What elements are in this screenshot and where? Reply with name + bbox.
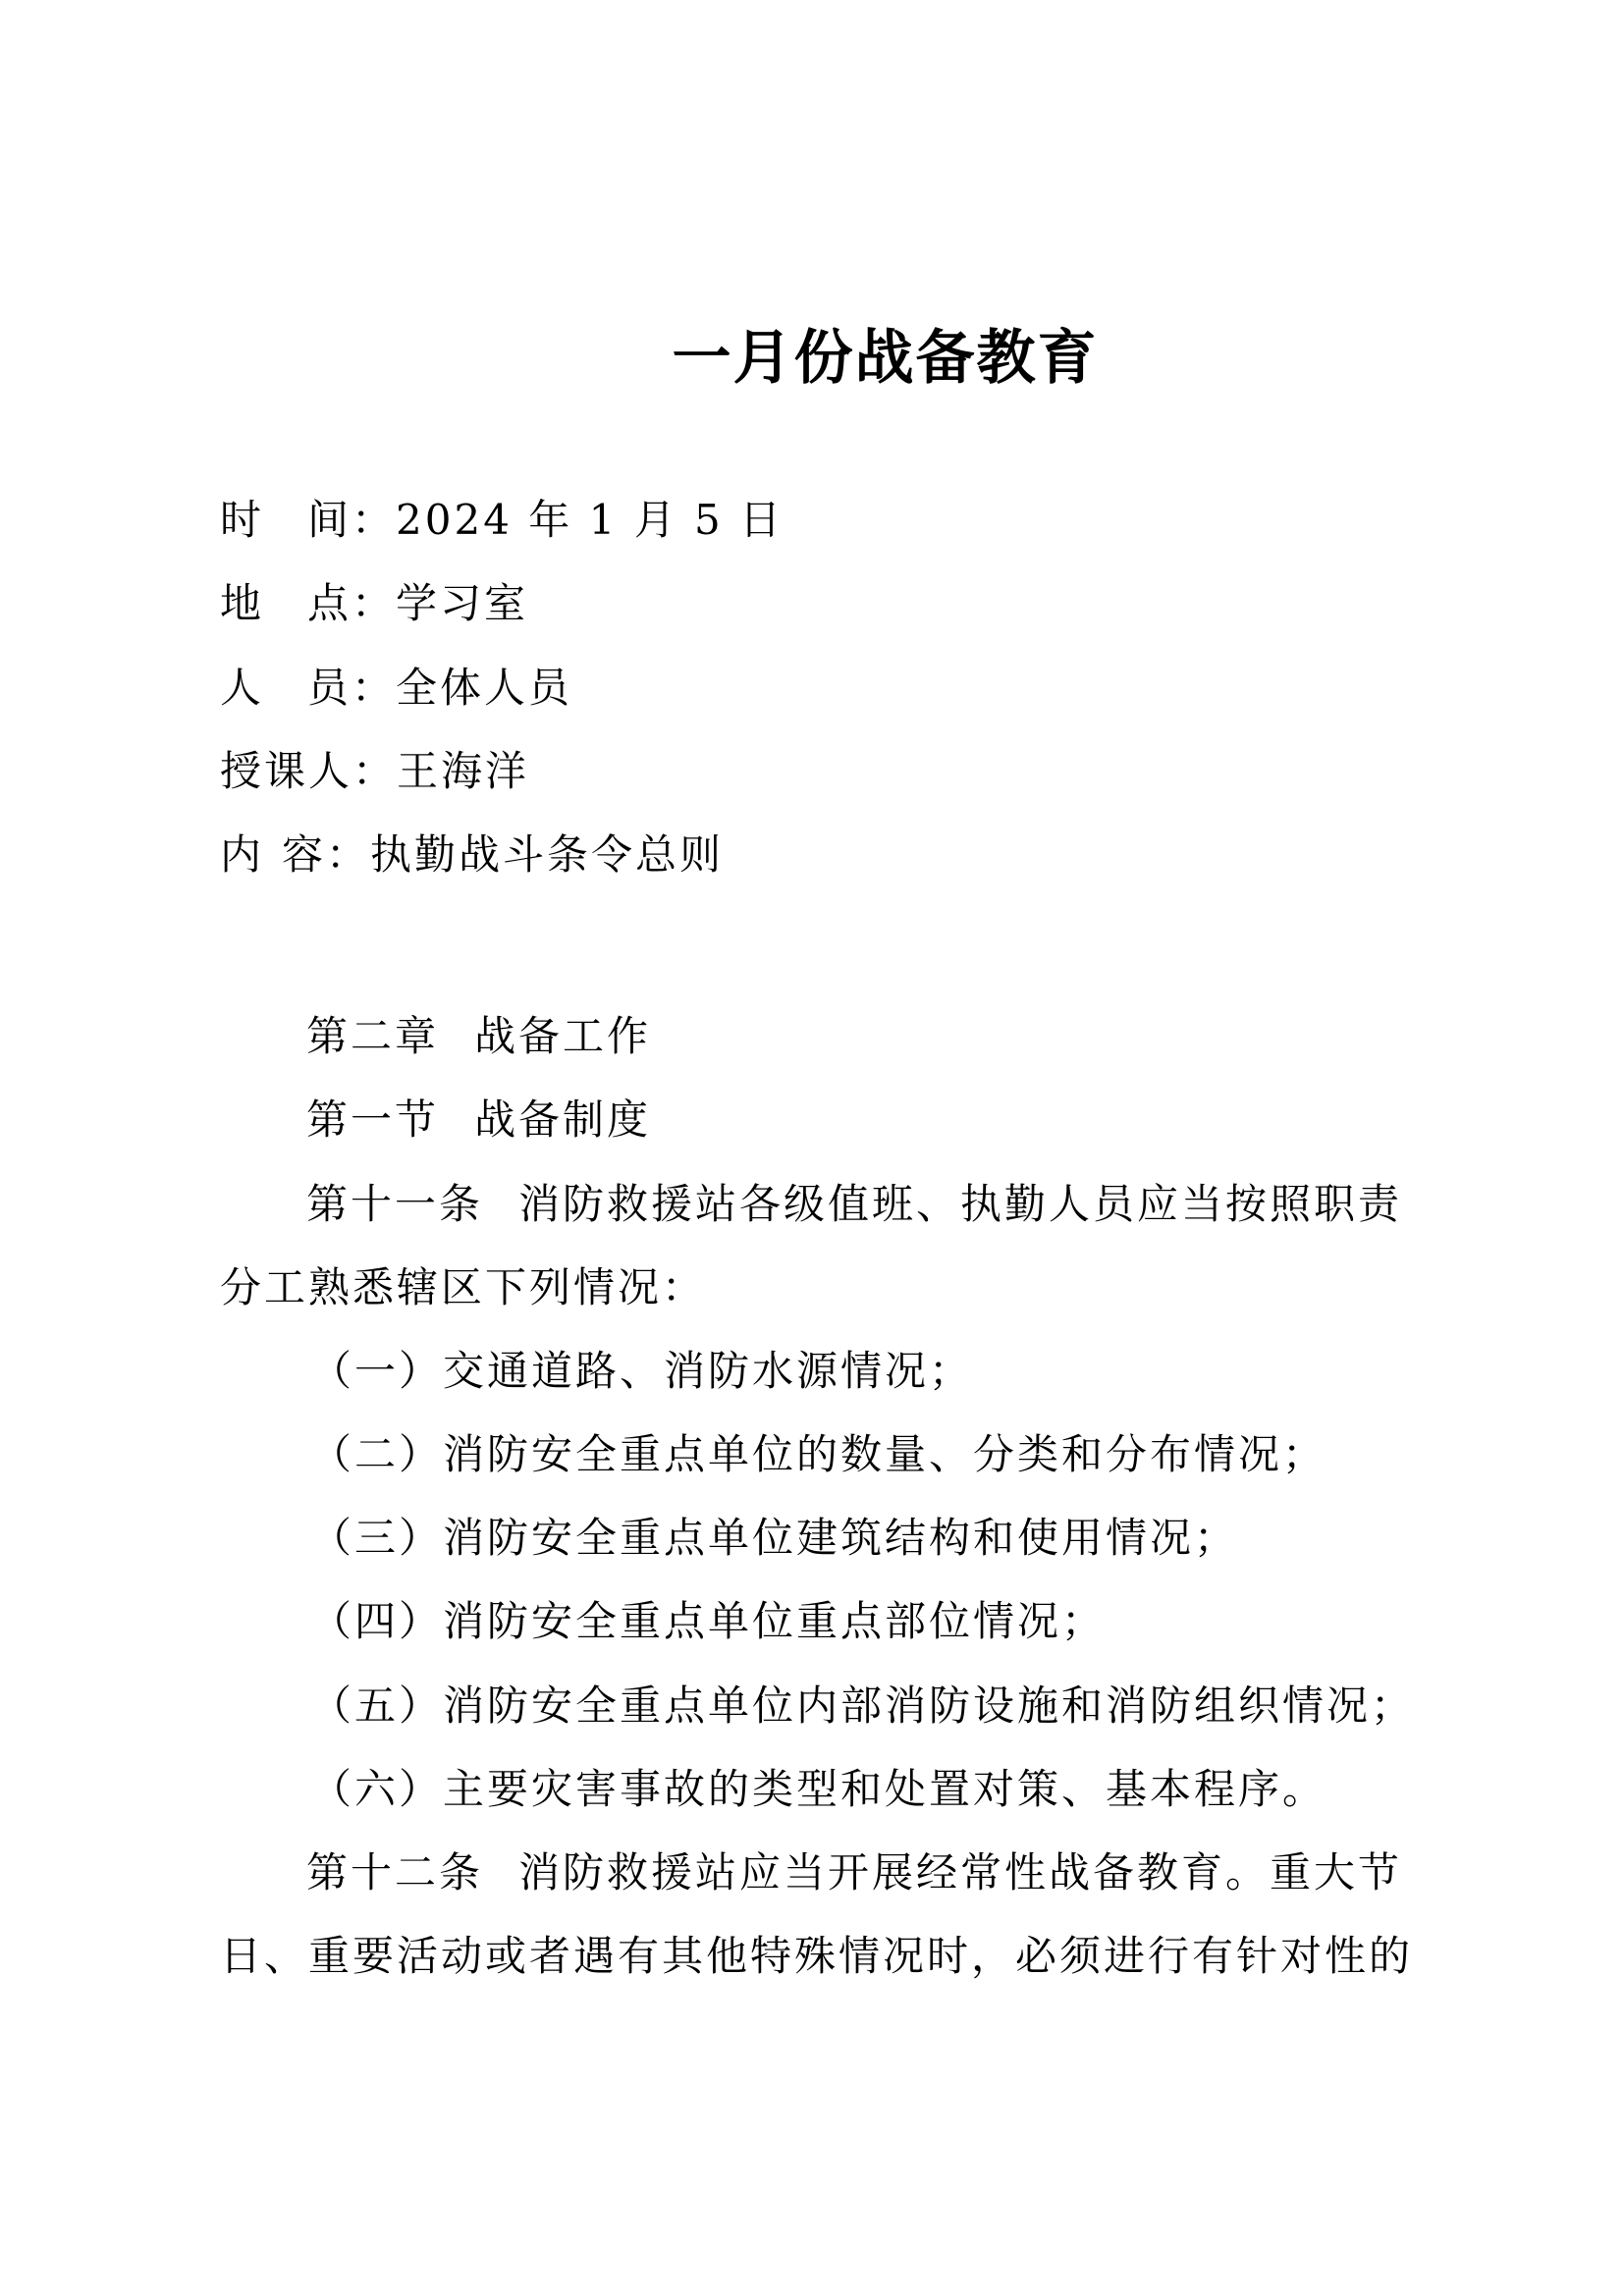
section-heading	[306, 1091, 651, 1149]
meta-teacher-label: 授课人：	[220, 747, 398, 795]
list-item: （三）消防安全重点单位建筑结构和使用情况；	[310, 1514, 1239, 1562]
meta-time-label-a: 时	[220, 496, 265, 544]
meta-people	[220, 659, 572, 718]
chapter-number: 第二章	[306, 1012, 440, 1060]
chapter-heading	[306, 1007, 651, 1066]
article-12-text-1: 消防救援站应当开展经常性战备教育。重大节	[518, 1848, 1403, 1896]
meta-teacher-value: 王海洋	[397, 747, 530, 795]
meta-time-value: 2024 年 1 月 5 日	[396, 496, 784, 544]
chapter-title: 战备工作	[474, 1012, 652, 1060]
article-11-text-1: 消防救援站各级值班、执勤人员应当按照职责	[518, 1180, 1403, 1228]
meta-teacher	[220, 742, 529, 801]
list-item: （一）交通道路、消防水源情况；	[310, 1347, 974, 1395]
list-item: （二）消防安全重点单位的数量、分类和分布情况；	[310, 1430, 1327, 1478]
article-12-second-line: 日、重要活动或者遇有其他特殊情况时，必须进行有针对性的	[220, 1932, 1414, 1980]
meta-place-label-a: 地	[220, 579, 265, 627]
list-item: （六）主要灾害事故的类型和处置对策、基本程序。	[310, 1765, 1327, 1813]
section-number: 第一节	[306, 1095, 440, 1144]
meta-content-label-a: 内	[220, 830, 265, 879]
meta-place-label-b: 点：	[307, 579, 397, 627]
meta-content-label-b: 容：	[282, 830, 371, 879]
article-12-number: 第十二条	[306, 1848, 484, 1896]
meta-people-value: 全体人员	[396, 664, 573, 712]
meta-place	[220, 574, 528, 633]
article-11-number: 第十一条	[306, 1180, 484, 1228]
section-title: 战备制度	[474, 1095, 652, 1144]
article-12-first-line	[306, 1843, 1402, 1902]
article-11-second-line: 分工熟悉辖区下列情况：	[220, 1263, 707, 1311]
list-item: （五）消防安全重点单位内部消防设施和消防组织情况；	[310, 1682, 1416, 1730]
document-title: 一月份战备教育	[672, 324, 1099, 393]
meta-time-label-b: 间：	[307, 496, 397, 544]
meta-time	[220, 491, 784, 550]
list-item: （四）消防安全重点单位重点部位情况；	[310, 1597, 1107, 1645]
article-11-first-line	[306, 1175, 1402, 1234]
meta-people-label-a: 人	[220, 664, 265, 712]
meta-content-value: 执勤战斗条令总则	[370, 830, 725, 879]
meta-place-value: 学习室	[396, 579, 529, 627]
meta-people-label-b: 员：	[307, 664, 397, 712]
meta-content	[220, 826, 724, 884]
